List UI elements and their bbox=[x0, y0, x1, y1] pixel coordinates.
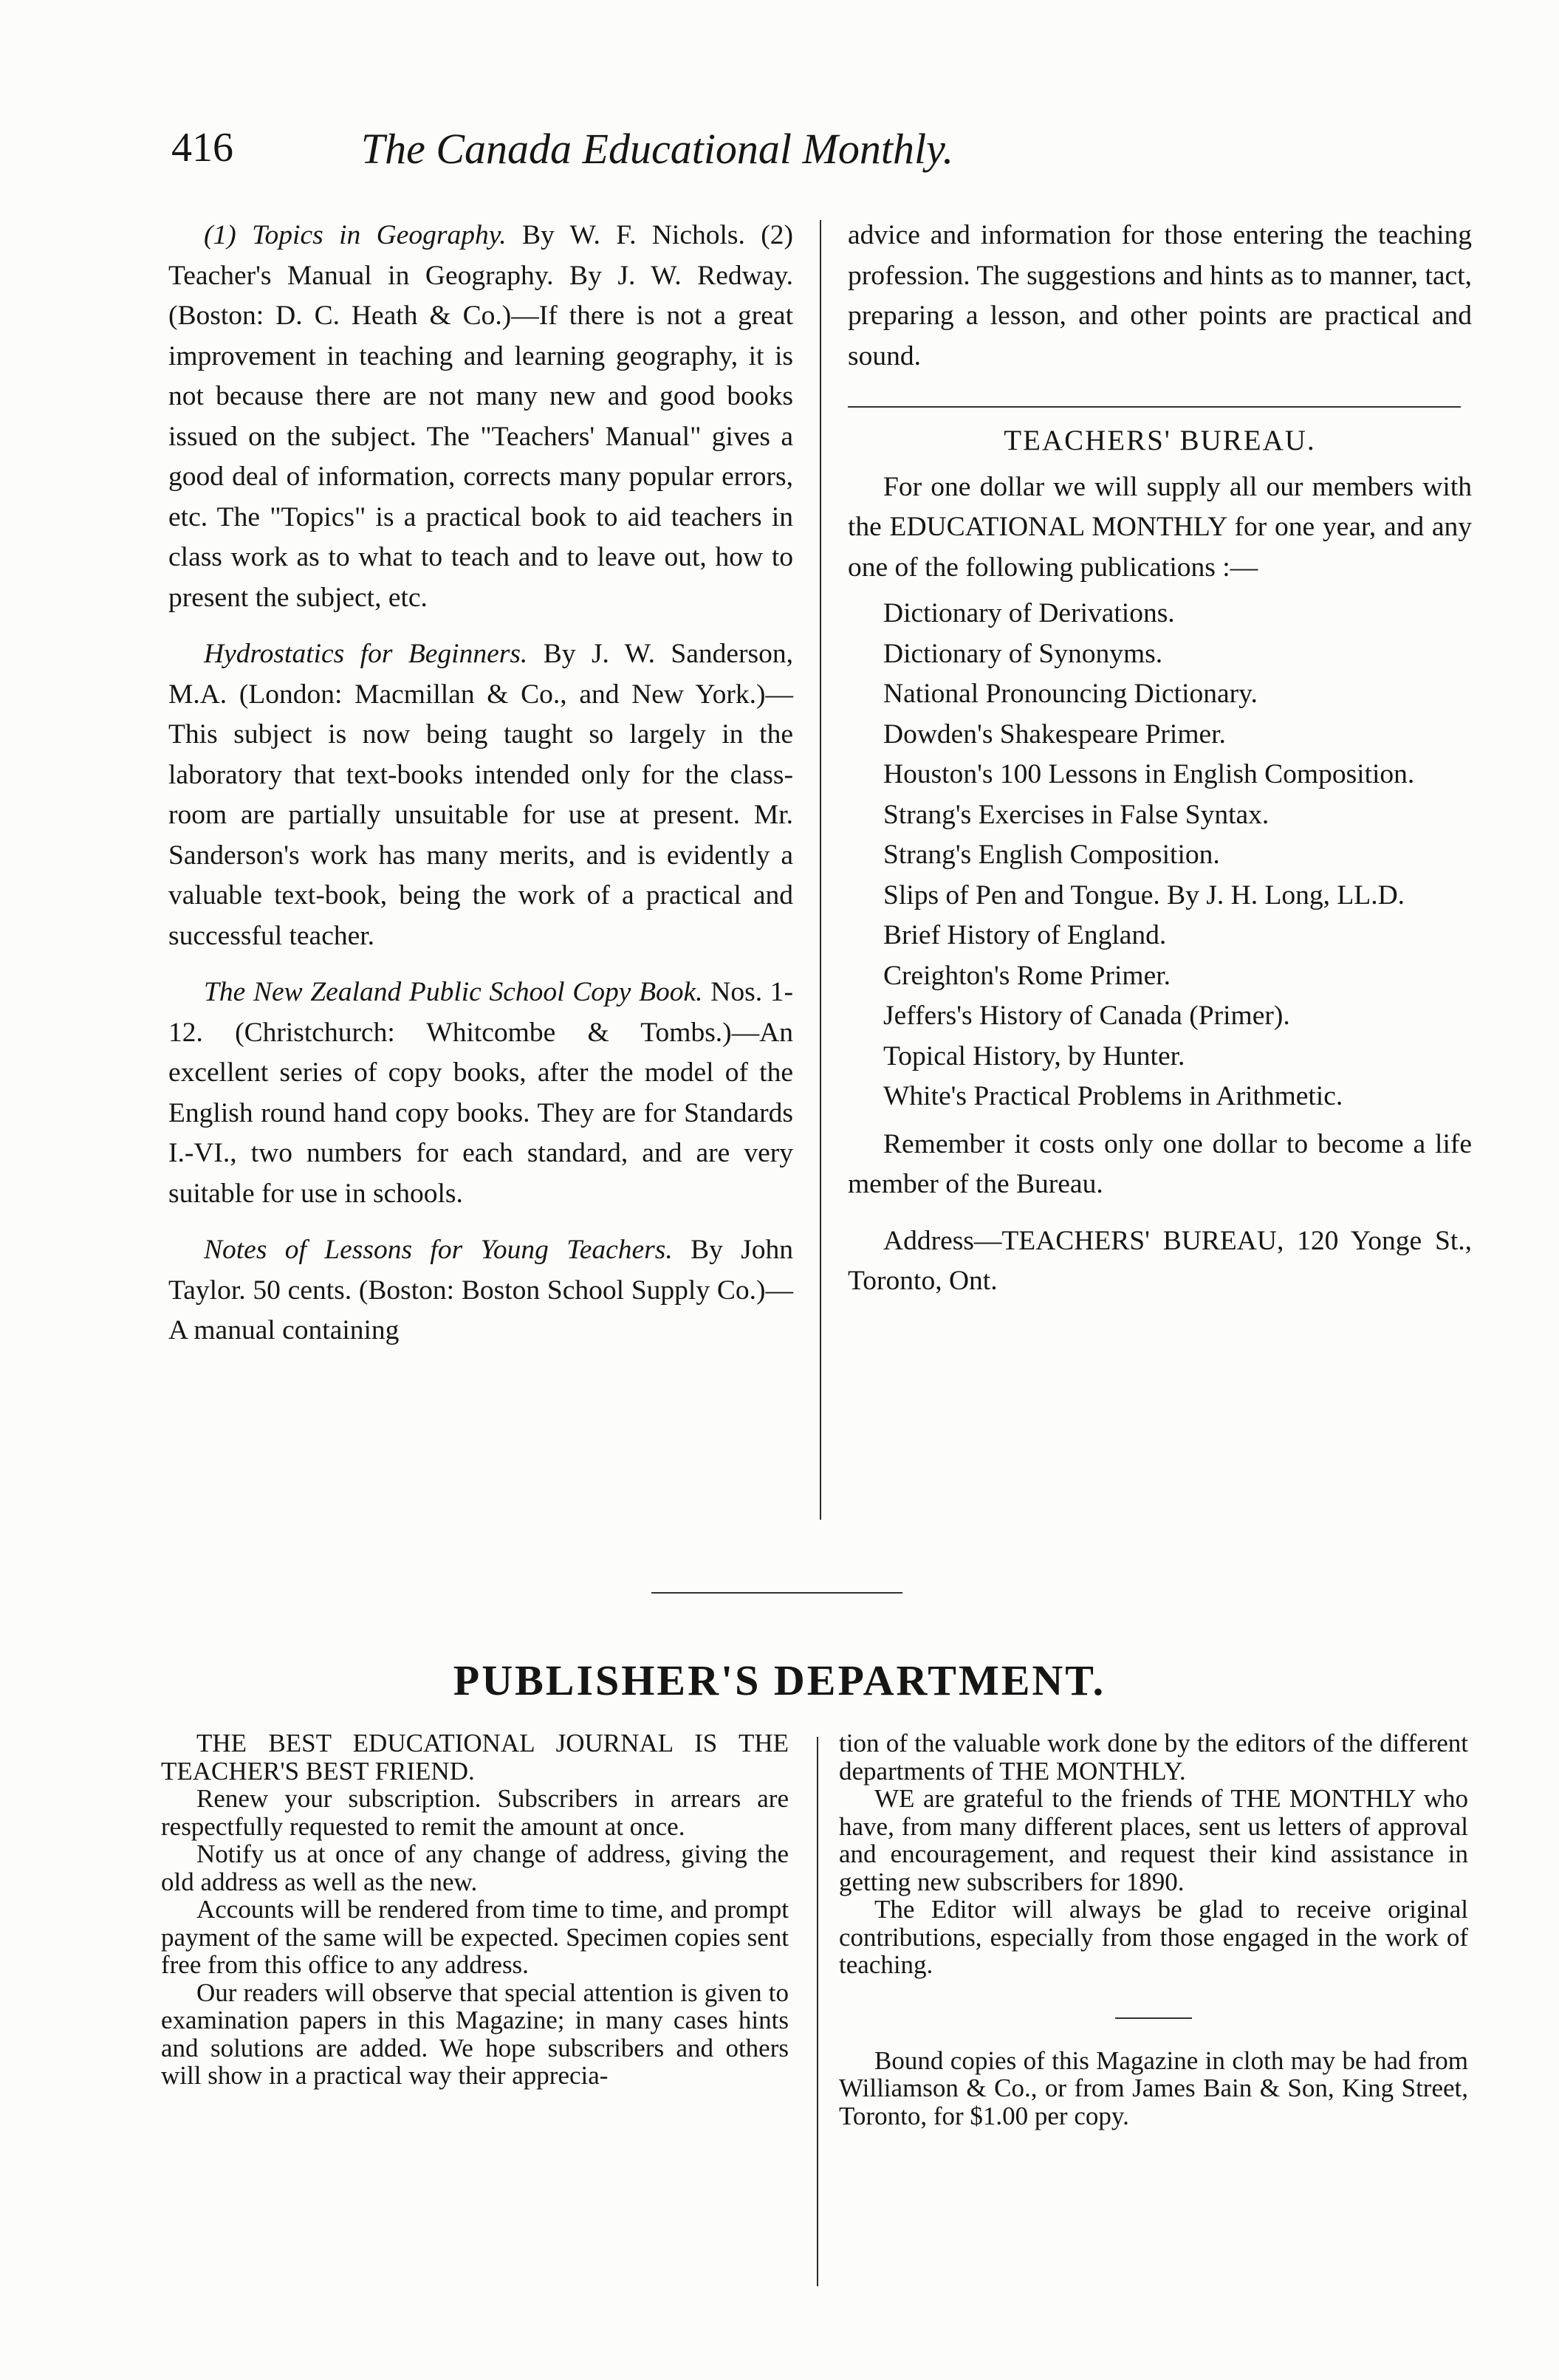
right-column bbox=[848, 216, 1472, 1302]
publishers-paragraph: WE are grateful to the friends of THE MONTHLY who have, from many different places, sent us letters of approval and encouragement, and request their kind assistance in getting new subscribers for 1890. bbox=[839, 1784, 1468, 1896]
review-title: Hydrostatics for Beginners. bbox=[204, 639, 528, 669]
review-title: (1) Topics in Geography. bbox=[204, 220, 507, 250]
publication-item: Dowden's Shakespeare Primer. bbox=[883, 719, 1226, 750]
bureau-intro: For one dollar we will supply all our members with the EDUCATIONAL MONTHLY for one year, and any one of the following publications :— bbox=[848, 471, 1472, 583]
publication-item: Brief History of England. bbox=[883, 920, 1167, 950]
page-number: 416 bbox=[171, 125, 233, 171]
publishers-paragraph: Our readers will observe that special attention is given to examination papers in this Magazine; in many cases hints and solutions are added. We hope subscribers and others will show in a practical way their apprecia- bbox=[161, 1978, 789, 2090]
publishers-right-column bbox=[839, 1729, 1468, 2130]
bureau-remember: Remember it costs only one dollar to become a life member of the Bureau. bbox=[848, 1128, 1472, 1199]
publication-item: Dictionary of Synonyms. bbox=[883, 638, 1163, 669]
publishers-left-column bbox=[161, 1729, 789, 2090]
section-rule bbox=[1115, 2017, 1192, 2019]
publication-item: Strang's English Composition. bbox=[883, 840, 1220, 870]
review-body: By John Taylor. 50 cents. (Boston: Boston School Supply Co.)—A manual containing bbox=[168, 1235, 794, 1345]
publishers-paragraph: The Editor will always be glad to receive original contributions, especially from those engaged in the work of teaching. bbox=[839, 1895, 1468, 1979]
review-continuation: advice and information for those entering the teaching profession. The suggestions and hints as to manner, tact, preparing a lesson, and other points are practical and sound. bbox=[848, 220, 1472, 371]
publishers-paragraph: Notify us at once of any change of address, giving the old address as well as the new. bbox=[161, 1839, 789, 1896]
bureau-heading: TEACHERS' BUREAU. bbox=[1004, 425, 1316, 456]
publication-item: Slips of Pen and Tongue. By J. H. Long, LL.D. bbox=[883, 879, 1405, 910]
review-entry bbox=[168, 634, 793, 956]
review-body: Nos. 1-12. (Christchurch: Whitcombe & Tombs.)—An excellent series of copy books, after the model of the English round hand copy books. They are for Standards I.-VI., two numbers for each standard, and are very suitable for use in schools. bbox=[168, 977, 794, 1209]
page-header bbox=[171, 124, 1143, 183]
publishers-paragraph: tion of the valuable work done by the editors of the different departments of THE MONTHLY. bbox=[839, 1729, 1468, 1786]
section-rule bbox=[848, 406, 1461, 408]
review-title: Notes of Lessons for Young Teachers. bbox=[204, 1235, 673, 1265]
center-rule bbox=[651, 1592, 902, 1594]
bound-copies-notice: Bound copies of this Magazine in cloth may be had from Williamson & Co., or from James Bain & Son, King Street, Toronto, for $1.00 per copy. bbox=[839, 2045, 1468, 2130]
review-entry bbox=[168, 973, 793, 1214]
reviews-column bbox=[168, 216, 793, 1368]
column-divider bbox=[817, 1737, 818, 2286]
review-body: By J. W. Sanderson, M.A. (London: Macmillan & Co., and New York.)—This subject is now being taught so largely in the laboratory that text-books intended only for the class-room are partially unsuitable for use at present. Mr. Sanderson's work has many merits, and is evidently a valuable text-book, being the work of a practical and successful teacher. bbox=[168, 639, 794, 951]
review-title: The New Zealand Public School Copy Book. bbox=[204, 977, 703, 1007]
publishers-paragraph: Accounts will be rendered from time to time, and prompt payment of the same will be expected. Specimen copies sent free from this office to any address. bbox=[161, 1895, 789, 1979]
publication-item: Creighton's Rome Primer. bbox=[883, 960, 1171, 991]
publication-item: Jeffers's History of Canada (Primer). bbox=[883, 1001, 1290, 1031]
department-heading: PUBLISHER'S DEPARTMENT. bbox=[453, 1656, 1106, 1704]
publication-item: Topical History, by Hunter. bbox=[883, 1040, 1185, 1071]
publishers-paragraph: THE BEST EDUCATIONAL JOURNAL IS THE TEACHER'S BEST FRIEND. bbox=[161, 1729, 789, 1786]
publication-item: Houston's 100 Lessons in English Composition. bbox=[883, 759, 1415, 789]
review-body: By W. F. Nichols. (2) Teacher's Manual in Geography. By J. W. Redway. (Boston: D. C. Heath & Co.)—If there is not a great improvement in teaching and learning geography, it is not because there are not many new and good books issued on the subject. The "Teachers' Manual" gives a good deal of information, corrects many popular errors, etc. The "Topics" is a practical book to aid teachers in class work as to what to teach and to leave out, how to present the subject, etc. bbox=[168, 220, 793, 613]
running-title: The Canada Educational Monthly. bbox=[360, 125, 954, 173]
publication-item: Dictionary of Derivations. bbox=[883, 598, 1175, 628]
publication-item: National Pronouncing Dictionary. bbox=[883, 679, 1258, 709]
review-entry bbox=[168, 1230, 793, 1351]
publishers-paragraph: Renew your subscription. Subscribers in arrears are respectfully requested to remit the amount at once. bbox=[161, 1784, 789, 1841]
column-divider bbox=[820, 220, 821, 1520]
publications-list bbox=[848, 594, 1472, 1117]
review-entry bbox=[168, 216, 793, 618]
publication-item: White's Practical Problems in Arithmetic. bbox=[883, 1081, 1343, 1111]
bureau-address: Address—TEACHERS' BUREAU, 120 Yonge St., Toronto, Ont. bbox=[848, 1225, 1472, 1296]
publication-item: Strang's Exercises in False Syntax. bbox=[883, 799, 1270, 830]
